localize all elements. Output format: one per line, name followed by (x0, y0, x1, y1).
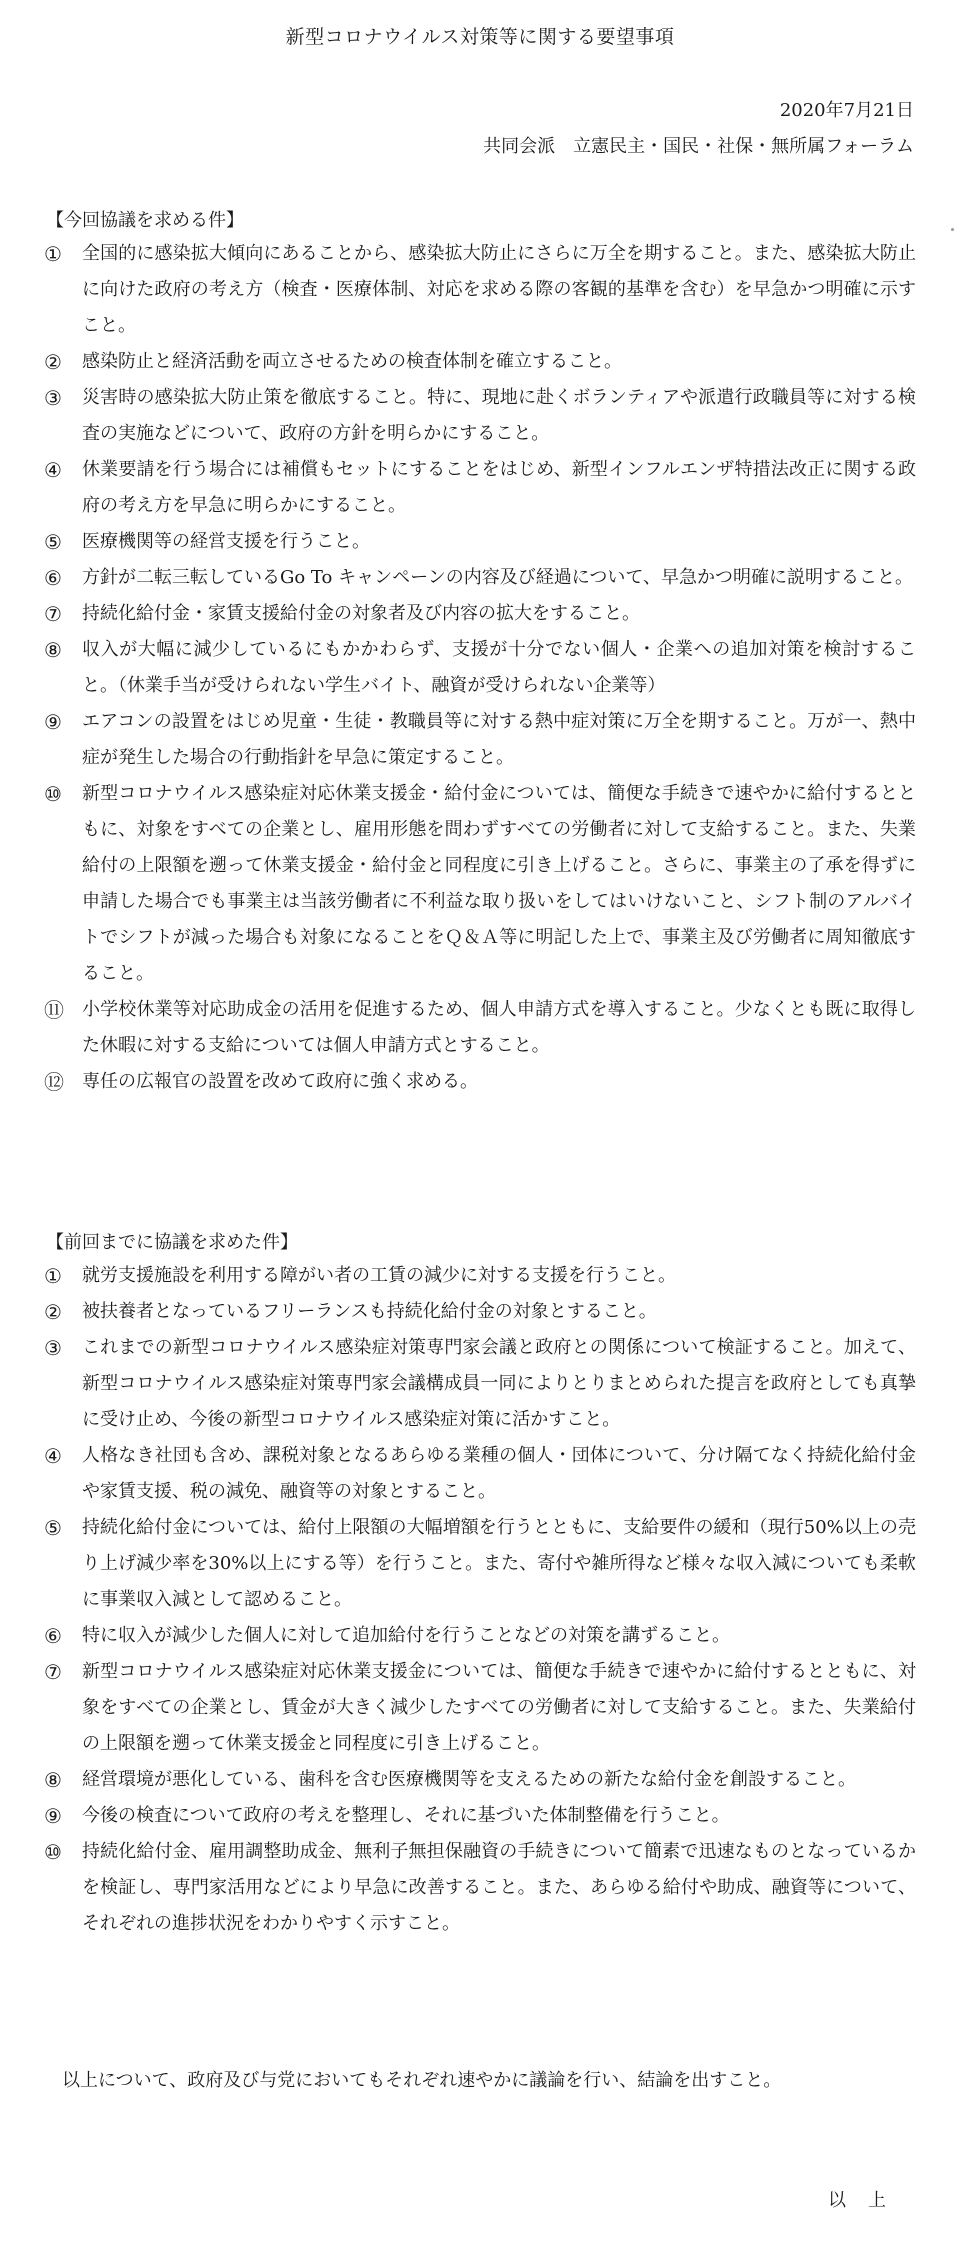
request-item (44, 1798, 916, 1834)
item-number: ⑧ (44, 638, 62, 662)
item-number: ② (44, 350, 62, 374)
request-item (44, 380, 916, 452)
request-item (44, 992, 916, 1064)
item-text: 災害時の感染拡大防止策を徹底すること。特に、現地に赴くボランティアや派遣行政職員等に対する検査の実施などについて、政府の方針を明らかにすること。 (82, 387, 916, 444)
item-number: ⑩ (44, 1840, 62, 1864)
item-text: 新型コロナウイルス感染症対応休業支援金については、簡便な手続きで速やかに給付するとともに、対象をすべての企業とし、賃金が大きく減少したすべての労働者に対して支給すること。また、失業給付の上限額を遡って休業支援金と同程度に引き上げること。 (82, 1661, 916, 1754)
item-number: ⑤ (44, 1516, 62, 1540)
request-item (44, 632, 916, 704)
request-item (44, 236, 916, 344)
item-text: 専任の広報官の設置を改めて政府に強く求める。 (82, 1071, 478, 1092)
item-text: 全国的に感染拡大傾向にあることから、感染拡大防止にさらに万全を期すること。また、感染拡大防止に向けた政府の考え方（検査・医療体制、対応を求める際の客観的基準を含む）を早急かつ明確に示すこと。 (82, 243, 916, 336)
request-item (44, 776, 916, 992)
request-item (44, 1330, 916, 1438)
item-text: 人格なき社団も含め、課税対象となるあらゆる業種の個人・団体について、分け隔てなく持続化給付金や家賃支援、税の減免、融資等の対象とすること。 (82, 1445, 916, 1502)
item-number: ⑪ (44, 998, 64, 1022)
request-item (44, 1258, 916, 1294)
item-number: ⑧ (44, 1768, 62, 1792)
previous-request-list (44, 1258, 916, 1942)
closing-mark: 以上 (828, 2190, 908, 2211)
item-number: ⑫ (44, 1070, 64, 1094)
item-text: 就労支援施設を利用する障がい者の工賃の減少に対する支援を行うこと。 (82, 1265, 676, 1286)
request-item (44, 344, 916, 380)
request-item (44, 1618, 916, 1654)
request-item (44, 1762, 916, 1798)
conclusion-text: 以上について、政府及び与党においてもそれぞれ速やかに議論を行い、結論を出すこと。 (62, 2070, 782, 2091)
current-request-list (44, 236, 916, 1100)
request-item (44, 1064, 916, 1100)
item-text: 経営環境が悪化している、歯科を含む医療機関等を支えるための新たな給付金を創設すること。 (82, 1769, 856, 1790)
item-text: 被扶養者となっているフリーランスも持続化給付金の対象とすること。 (82, 1301, 657, 1322)
document-date: 2020年7月21日 (779, 100, 914, 121)
item-number: ③ (44, 386, 62, 410)
request-item (44, 1834, 916, 1942)
item-number: ⑥ (44, 1624, 62, 1648)
item-number: ① (44, 242, 62, 266)
request-item (44, 1294, 916, 1330)
item-number: ⑥ (44, 566, 62, 590)
item-number: ④ (44, 1444, 62, 1468)
item-text: 持続化給付金については、給付上限額の大幅増額を行うとともに、支給要件の緩和（現行50%以上の売り上げ減少率を30%以上にする等）を行うこと。また、寄付や雑所得など様々な収入減についても柔軟に事業収入減として認めること。 (82, 1517, 916, 1610)
request-item (44, 1654, 916, 1762)
item-text: 小学校休業等対応助成金の活用を促進するため、個人申請方式を導入すること。少なくとも既に取得した休暇に対する支給については個人申請方式とすること。 (82, 999, 916, 1056)
item-text: 医療機関等の経営支援を行うこと。 (82, 531, 370, 552)
request-item (44, 452, 916, 524)
item-text: これまでの新型コロナウイルス感染症対策専門家会議と政府との関係について検証すること。加えて、新型コロナウイルス感染症対策専門家会議構成員一同によりとりまとめられた提言を政府としても真摯に受け止め、今後の新型コロナウイルス感染症対策に活かすこと。 (82, 1337, 916, 1430)
item-number: ① (44, 1264, 62, 1288)
item-number: ③ (44, 1336, 62, 1360)
item-text: 持続化給付金、雇用調整助成金、無利子無担保融資の手続きについて簡素で迅速なものとなっているかを検証し、専門家活用などにより早急に改善すること。また、あらゆる給付や助成、融資等について、それぞれの進捗状況をわかりやすく示すこと。 (82, 1841, 916, 1934)
request-item (44, 1438, 916, 1510)
document-author: 共同会派 立憲民主・国民・社保・無所属フォーラム (483, 136, 914, 157)
request-item (44, 704, 916, 776)
item-text: 新型コロナウイルス感染症対応休業支援金・給付金については、簡便な手続きで速やかに給付するとともに、対象をすべての企業とし、雇用形態を問わずすべての労働者に対して支給すること。また、失業給付の上限額を遡って休業支援金・給付金と同程度に引き上げること。さらに、事業主の了承を得ずに申請した場合でも事業主は当該労働者に不利益な取り扱いをしてはいけないこと、シフト制のアルバイトでシフトが減った場合も対象になることをＱ＆Ａ等に明記した上で、事業主及び労働者に周知徹底すること。 (82, 783, 916, 984)
request-item (44, 524, 916, 560)
item-text: 今後の検査について政府の考えを整理し、それに基づいた体制整備を行うこと。 (82, 1805, 730, 1826)
item-number: ⑦ (44, 602, 62, 626)
item-text: エアコンの設置をはじめ児童・生徒・教職員等に対する熱中症対策に万全を期すること。万が一、熱中症が発生した場合の行動指針を早急に策定すること。 (82, 711, 916, 768)
item-text: 休業要請を行う場合には補償もセットにすることをはじめ、新型インフルエンザ特措法改正に関する政府の考え方を早急に明らかにすること。 (82, 459, 916, 516)
item-number: ⑤ (44, 530, 62, 554)
document-title: 新型コロナウイルス対策等に関する要望事項 (285, 26, 675, 48)
item-number: ④ (44, 458, 62, 482)
request-item (44, 560, 916, 596)
item-number: ② (44, 1300, 62, 1324)
item-number: ⑦ (44, 1660, 62, 1684)
previous-section-heading: 【前回までに協議を求めた件】 (46, 1232, 298, 1253)
item-number: ⑨ (44, 1804, 62, 1828)
item-text: 特に収入が減少した個人に対して追加給付を行うことなどの対策を講ずること。 (82, 1625, 730, 1646)
item-text: 収入が大幅に減少しているにもかかわらず、支援が十分でない個人・企業への追加対策を検討すること。（休業手当が受けられない学生バイト、融資が受けられない企業等） (82, 639, 916, 696)
scan-speck (951, 228, 954, 231)
item-text: 持続化給付金・家賃支援給付金の対象者及び内容の拡大をすること。 (82, 603, 640, 624)
item-number: ⑩ (44, 782, 62, 806)
request-item (44, 596, 916, 632)
request-item (44, 1510, 916, 1618)
current-section-heading: 【今回協議を求める件】 (46, 210, 244, 231)
item-number: ⑨ (44, 710, 62, 734)
item-text: 方針が二転三転しているGo To キャンペーンの内容及び経過について、早急かつ明確に説明すること。 (82, 567, 914, 588)
item-text: 感染防止と経済活動を両立させるための検査体制を確立すること。 (82, 351, 622, 372)
